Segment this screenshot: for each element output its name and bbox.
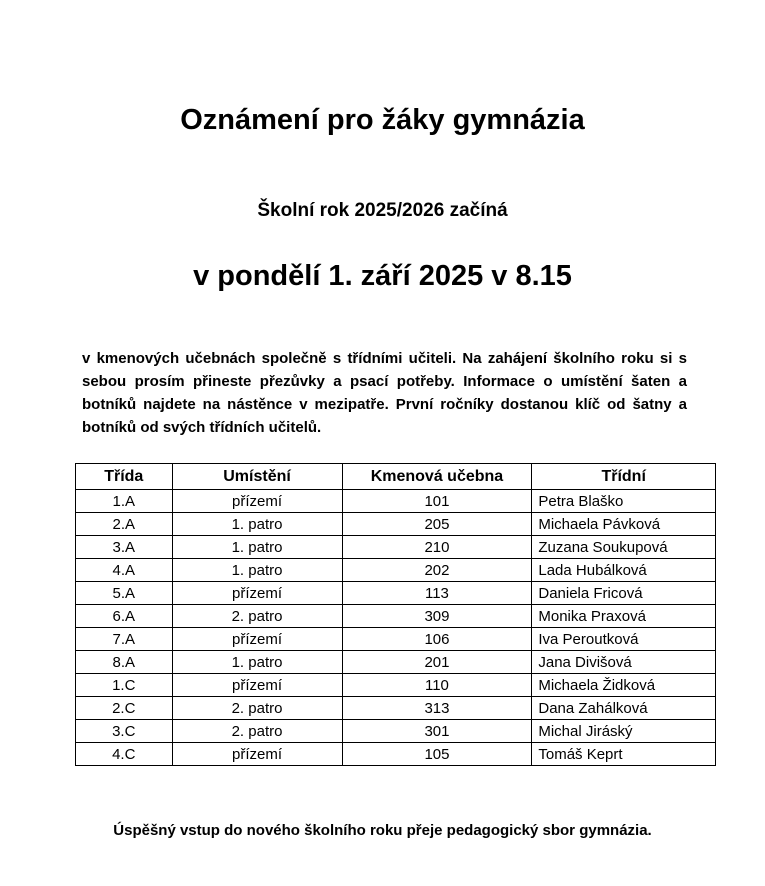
table-row [76,582,716,605]
cell-class: 1.A [76,490,173,513]
cell-class: 3.A [76,536,173,559]
cell-teacher: Dana Zahálková [532,697,716,720]
cell-teacher: Daniela Fricová [532,582,716,605]
table-row [76,559,716,582]
cell-room: 113 [342,582,532,605]
header-location: Umístění [172,464,342,490]
cell-room: 105 [342,743,532,766]
cell-room: 110 [342,674,532,697]
cell-class: 7.A [76,628,173,651]
cell-class: 4.A [76,559,173,582]
cell-class: 6.A [76,605,173,628]
cell-location: přízemí [172,674,342,697]
cell-teacher: Tomáš Keprt [532,743,716,766]
closing-message: Úspěšný vstup do nového školního roku přeje pedagogický sbor gymnázia. [113,822,652,839]
cell-location: 1. patro [172,651,342,674]
table-row [76,605,716,628]
cell-location: 1. patro [172,513,342,536]
cell-room: 309 [342,605,532,628]
cell-location: přízemí [172,628,342,651]
cell-room: 210 [342,536,532,559]
start-date-heading: v pondělí 1. září 2025 v 8.15 [193,260,572,292]
cell-location: 2. patro [172,697,342,720]
cell-class: 5.A [76,582,173,605]
cell-location: přízemí [172,743,342,766]
table-row [76,697,716,720]
cell-room: 202 [342,559,532,582]
table-row [76,536,716,559]
table-row [76,743,716,766]
header-room: Kmenová učebna [342,464,532,490]
page-title: Oznámení pro žáky gymnázia [180,104,585,136]
table-row [76,651,716,674]
cell-class: 2.A [76,513,173,536]
cell-teacher: Monika Praxová [532,605,716,628]
cell-teacher: Lada Hubálková [532,559,716,582]
cell-teacher: Zuzana Soukupová [532,536,716,559]
cell-location: 1. patro [172,559,342,582]
cell-class: 1.C [76,674,173,697]
cell-location: přízemí [172,582,342,605]
table-row [76,628,716,651]
cell-location: 2. patro [172,605,342,628]
cell-teacher: Jana Divišová [532,651,716,674]
table-row [76,490,716,513]
intro-paragraph: v kmenových učebnách společně s třídními učiteli. Na zahájení školního roku si s sebou prosím přineste přezůvky a psací potřeby. Informace o umístění šaten a botníků najdete na nástěnce v mezipatře. První ročníky dostanou klíč od šatny a botníků od svých třídních učitelů. [82,350,687,436]
school-year-subtitle: Školní rok 2025/2026 začíná [257,200,508,221]
table-row [76,513,716,536]
header-class: Třída [76,464,173,490]
table-row [76,720,716,743]
cell-teacher: Michal Jiráský [532,720,716,743]
cell-room: 101 [342,490,532,513]
cell-room: 106 [342,628,532,651]
cell-room: 313 [342,697,532,720]
table-header-row [76,464,716,490]
table-body [76,490,716,766]
cell-location: přízemí [172,490,342,513]
cell-class: 3.C [76,720,173,743]
cell-class: 2.C [76,697,173,720]
cell-room: 301 [342,720,532,743]
cell-teacher: Michaela Židková [532,674,716,697]
cell-class: 4.C [76,743,173,766]
cell-location: 1. patro [172,536,342,559]
header-teacher: Třídní [532,464,716,490]
cell-teacher: Iva Peroutková [532,628,716,651]
class-schedule-table [75,463,716,766]
cell-location: 2. patro [172,720,342,743]
cell-class: 8.A [76,651,173,674]
cell-teacher: Petra Blaško [532,490,716,513]
cell-room: 205 [342,513,532,536]
cell-room: 201 [342,651,532,674]
cell-teacher: Michaela Pávková [532,513,716,536]
table-row [76,674,716,697]
